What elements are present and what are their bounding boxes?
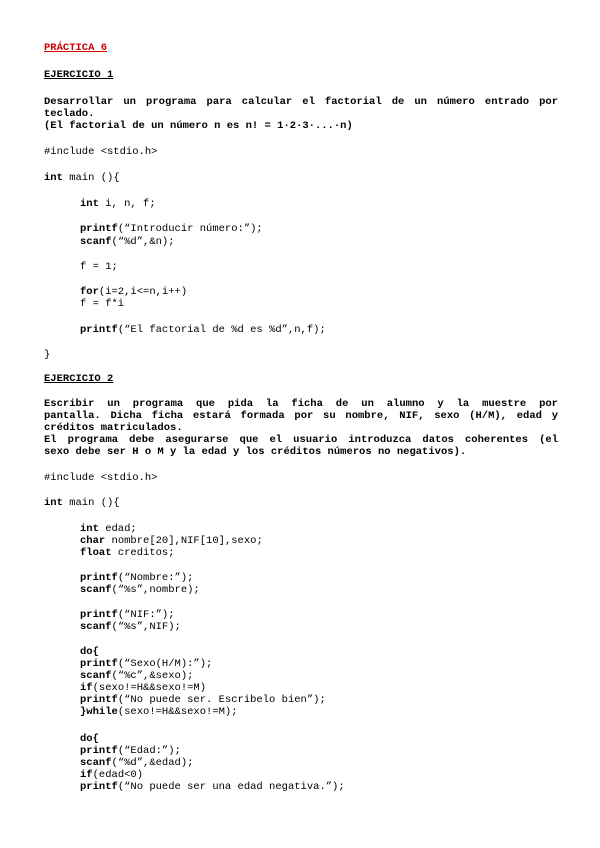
code-text: (“Introducir número:”); (117, 223, 263, 235)
code-text: main (){ (62, 172, 120, 184)
code-text: (edad<0) (92, 769, 144, 781)
include-line: #include <stdio.h> (44, 146, 158, 158)
code-text: main (){ (62, 497, 120, 509)
exercise-1-description-line: teclado. (44, 108, 95, 120)
code-text: (“Sexo(H/M):”); (117, 658, 213, 670)
code-line (80, 706, 238, 719)
code-text: (“Edad:”); (117, 745, 181, 757)
code-keyword: int (44, 172, 63, 184)
code-text: (“Nombre:”); (117, 572, 194, 584)
code-line: f = 1; (80, 261, 118, 273)
code-text: (sexo!=H&&sexo!=M) (92, 682, 207, 694)
code-line (80, 781, 345, 794)
code-keyword: float (80, 547, 112, 559)
code-keyword: }while (80, 706, 118, 718)
include-line: #include <stdio.h> (44, 472, 158, 484)
code-keyword: scanf (80, 584, 112, 596)
code-keyword: for (80, 286, 99, 298)
exercise-1-heading: EJERCICIO 1 (44, 69, 114, 81)
code-text: (“No puede ser. Escribelo bien”); (117, 694, 326, 706)
exercise-2-description-line: pantalla. Dicha ficha estará formada por su nombre, NIF, sexo (H/M), edad y (44, 410, 558, 422)
code-keyword: printf (80, 572, 118, 584)
main-declaration (44, 172, 120, 185)
code-keyword: char (80, 535, 106, 547)
code-keyword: int (80, 198, 99, 210)
code-text: (“%d”,&edad); (111, 757, 194, 769)
exercise-1-description-line: (El factorial de un número n es n! = 1·2·3·...·n) (44, 120, 353, 132)
code-line (80, 584, 200, 597)
code-keyword: printf (80, 609, 118, 621)
code-line: do{ (80, 646, 99, 658)
code-keyword: printf (80, 223, 118, 235)
code-keyword: printf (80, 324, 118, 336)
code-line (80, 547, 175, 560)
exercise-2-description-line: créditos matriculados. (44, 422, 183, 434)
code-text: (“No puede ser una edad negativa.”); (117, 781, 345, 793)
main-declaration (44, 497, 120, 510)
code-keyword: printf (80, 658, 118, 670)
exercise-2-heading: EJERCICIO 2 (44, 373, 114, 385)
code-line: do{ (80, 733, 99, 745)
code-line (80, 621, 181, 634)
code-text: (“%s”,NIF); (111, 621, 181, 633)
code-keyword: printf (80, 745, 118, 757)
code-line (80, 236, 175, 249)
code-keyword: scanf (80, 757, 112, 769)
exercise-1-description-line: Desarrollar un programa para calcular el factorial de un número entrado por (44, 96, 558, 108)
code-keyword: scanf (80, 621, 112, 633)
code-line: } (44, 349, 51, 361)
code-keyword: printf (80, 694, 118, 706)
code-line (80, 198, 156, 211)
code-text: nombre[20],NIF[10],sexo; (105, 535, 263, 547)
code-keyword: scanf (80, 236, 112, 248)
code-text: creditos; (111, 547, 175, 559)
code-text: (“%c”,&sexo); (111, 670, 194, 682)
exercise-2-description-line: sexo debe ser H o M y la edad y los créditos números no negativos). (44, 446, 467, 458)
code-keyword: int (80, 523, 99, 535)
code-keyword: if (80, 769, 93, 781)
code-text: (“%s”,nombre); (111, 584, 200, 596)
code-text: (“NIF:”); (117, 609, 175, 621)
code-keyword: if (80, 682, 93, 694)
code-keyword: printf (80, 781, 118, 793)
code-keyword: scanf (80, 670, 112, 682)
exercise-2-description-line: El programa debe asegurarse que el usuario introduzca datos coherentes (el (44, 434, 558, 446)
code-line: f = f*i (80, 298, 125, 310)
code-line (80, 223, 263, 236)
exercise-2-description-line: Escribir un programa que pida la ficha de un alumno y la muestre por (44, 398, 558, 410)
code-text: (sexo!=H&&sexo!=M); (117, 706, 238, 718)
code-text: (“%d”,&n); (111, 236, 175, 248)
code-text: (“El factorial de %d es %d”,n,f); (117, 324, 326, 336)
code-text: i, n, f; (98, 198, 156, 210)
code-text: (i=2,i<=n,i++) (98, 286, 188, 298)
practice-title: PRÁCTICA 6 (44, 42, 108, 54)
code-line (80, 324, 326, 337)
code-text: edad; (98, 523, 137, 535)
code-keyword: int (44, 497, 63, 509)
